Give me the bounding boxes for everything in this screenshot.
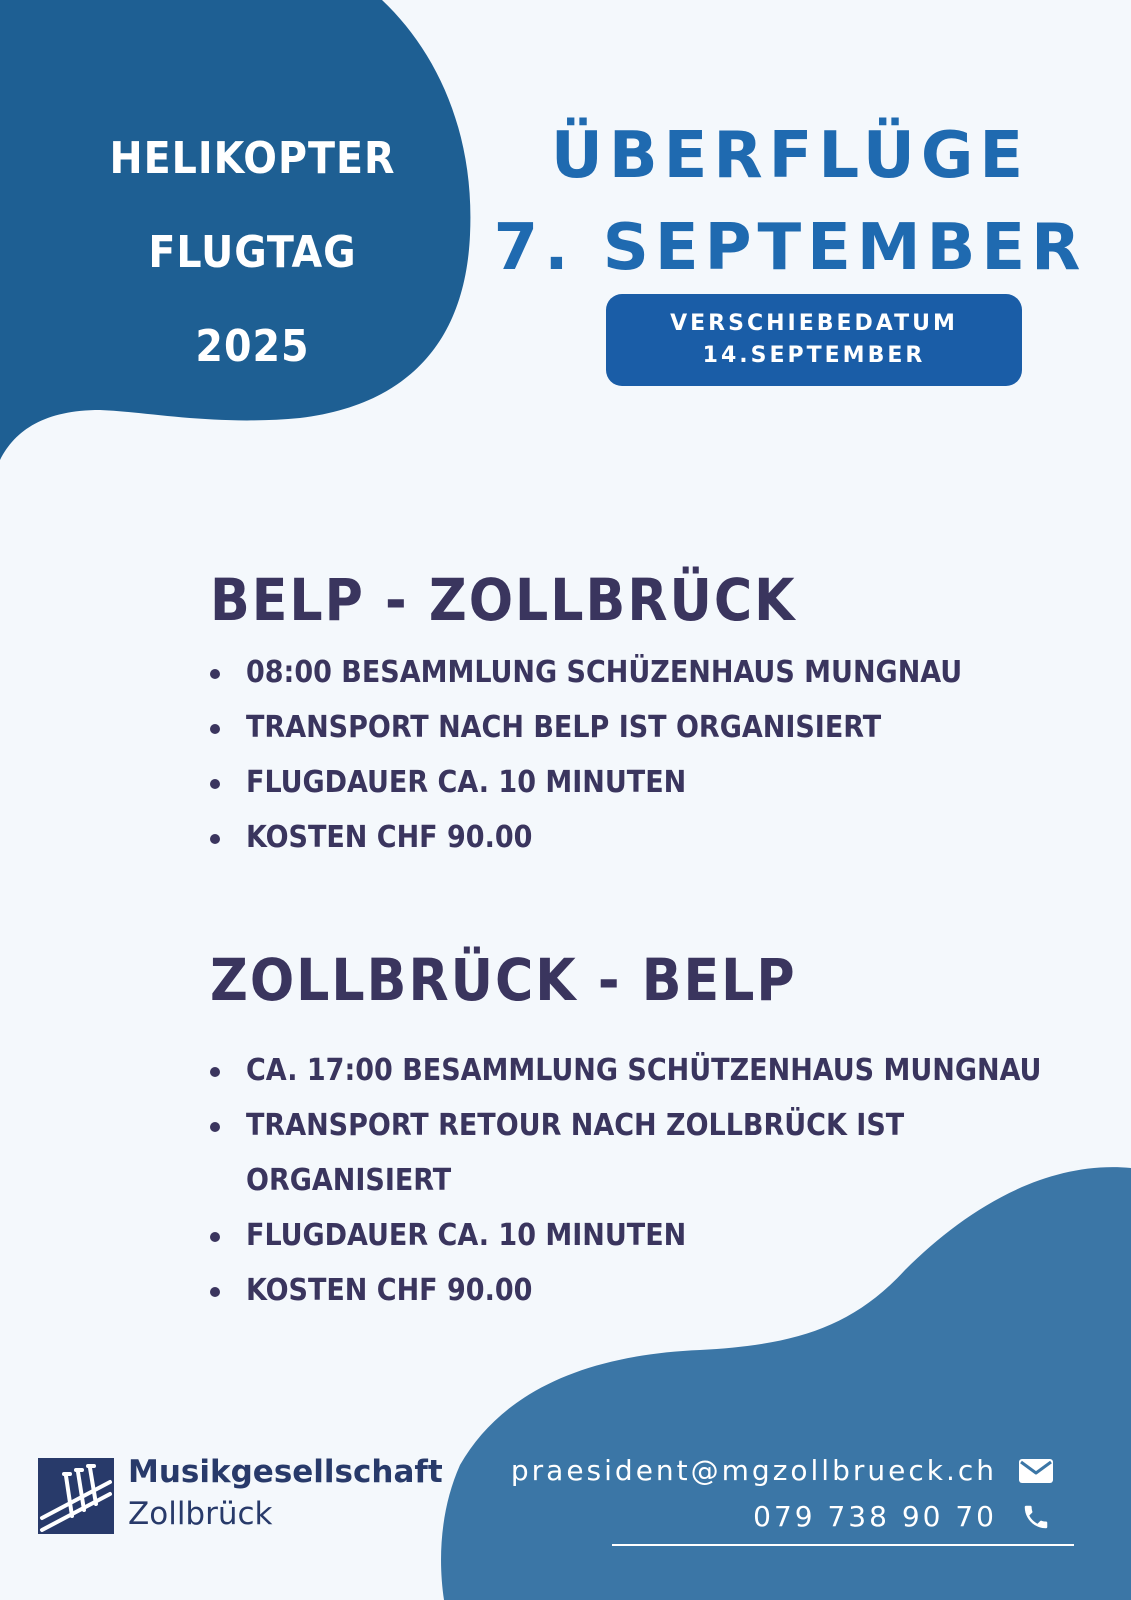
email-text[interactable]: praesident@mgzollbrueck.ch	[510, 1454, 997, 1487]
list-item: TRANSPORT NACH BELP IST ORGANISIERT	[210, 700, 1046, 755]
headline	[480, 110, 1100, 294]
contact-underline	[612, 1544, 1074, 1546]
phone-row[interactable]	[511, 1494, 1053, 1540]
organization-town: Zollbrück	[128, 1496, 273, 1532]
postponement-box	[606, 294, 1022, 386]
headline-line-2: 7. SEPTEMBER	[493, 211, 1087, 285]
headline-line-1: ÜBERFLÜGE	[550, 119, 1030, 193]
list-item: KOSTEN CHF 90.00	[210, 1263, 1046, 1318]
list-item: FLUGDAUER CA. 10 MINUTEN	[210, 1208, 1046, 1263]
phone-text[interactable]: 079 738 90 70	[753, 1500, 997, 1533]
phone-icon	[1019, 1502, 1053, 1532]
section-list	[210, 1043, 1046, 1318]
list-item: KOSTEN CHF 90.00	[210, 810, 1046, 865]
event-title	[75, 112, 430, 394]
trumpet-logo-icon	[38, 1458, 114, 1534]
postponement-label: VERSCHIEBEDATUM	[670, 311, 958, 336]
event-title-line: FLUGTAG	[148, 227, 357, 278]
list-item: TRANSPORT RETOUR NACH ZOLLBRÜCK IST ORGANISIERT	[210, 1098, 1046, 1208]
section-title: ZOLLBRÜCK - BELP	[210, 946, 797, 1014]
list-item: 08:00 BESAMMLUNG SCHÜZENHAUS MUNGNAU	[210, 645, 1046, 700]
section-belp-zollbrueck	[210, 565, 1046, 865]
list-item: FLUGDAUER CA. 10 MINUTEN	[210, 755, 1046, 810]
envelope-icon	[1019, 1459, 1053, 1483]
event-title-line: 2025	[195, 321, 310, 372]
section-title: BELP - ZOLLBRÜCK	[210, 566, 797, 634]
organization-logo	[38, 1452, 458, 1542]
list-item: CA. 17:00 BESAMMLUNG SCHÜTZENHAUS MUNGNAU	[210, 1043, 1046, 1098]
organization-name: Musikgesellschaft	[128, 1454, 443, 1490]
event-title-line: HELIKOPTER	[109, 133, 396, 184]
email-row[interactable]	[511, 1448, 1053, 1494]
section-zollbrueck-belp	[210, 945, 1046, 1318]
section-list	[210, 645, 1046, 865]
postponement-date: 14.SEPTEMBER	[702, 343, 926, 368]
contact-block	[511, 1448, 1053, 1540]
